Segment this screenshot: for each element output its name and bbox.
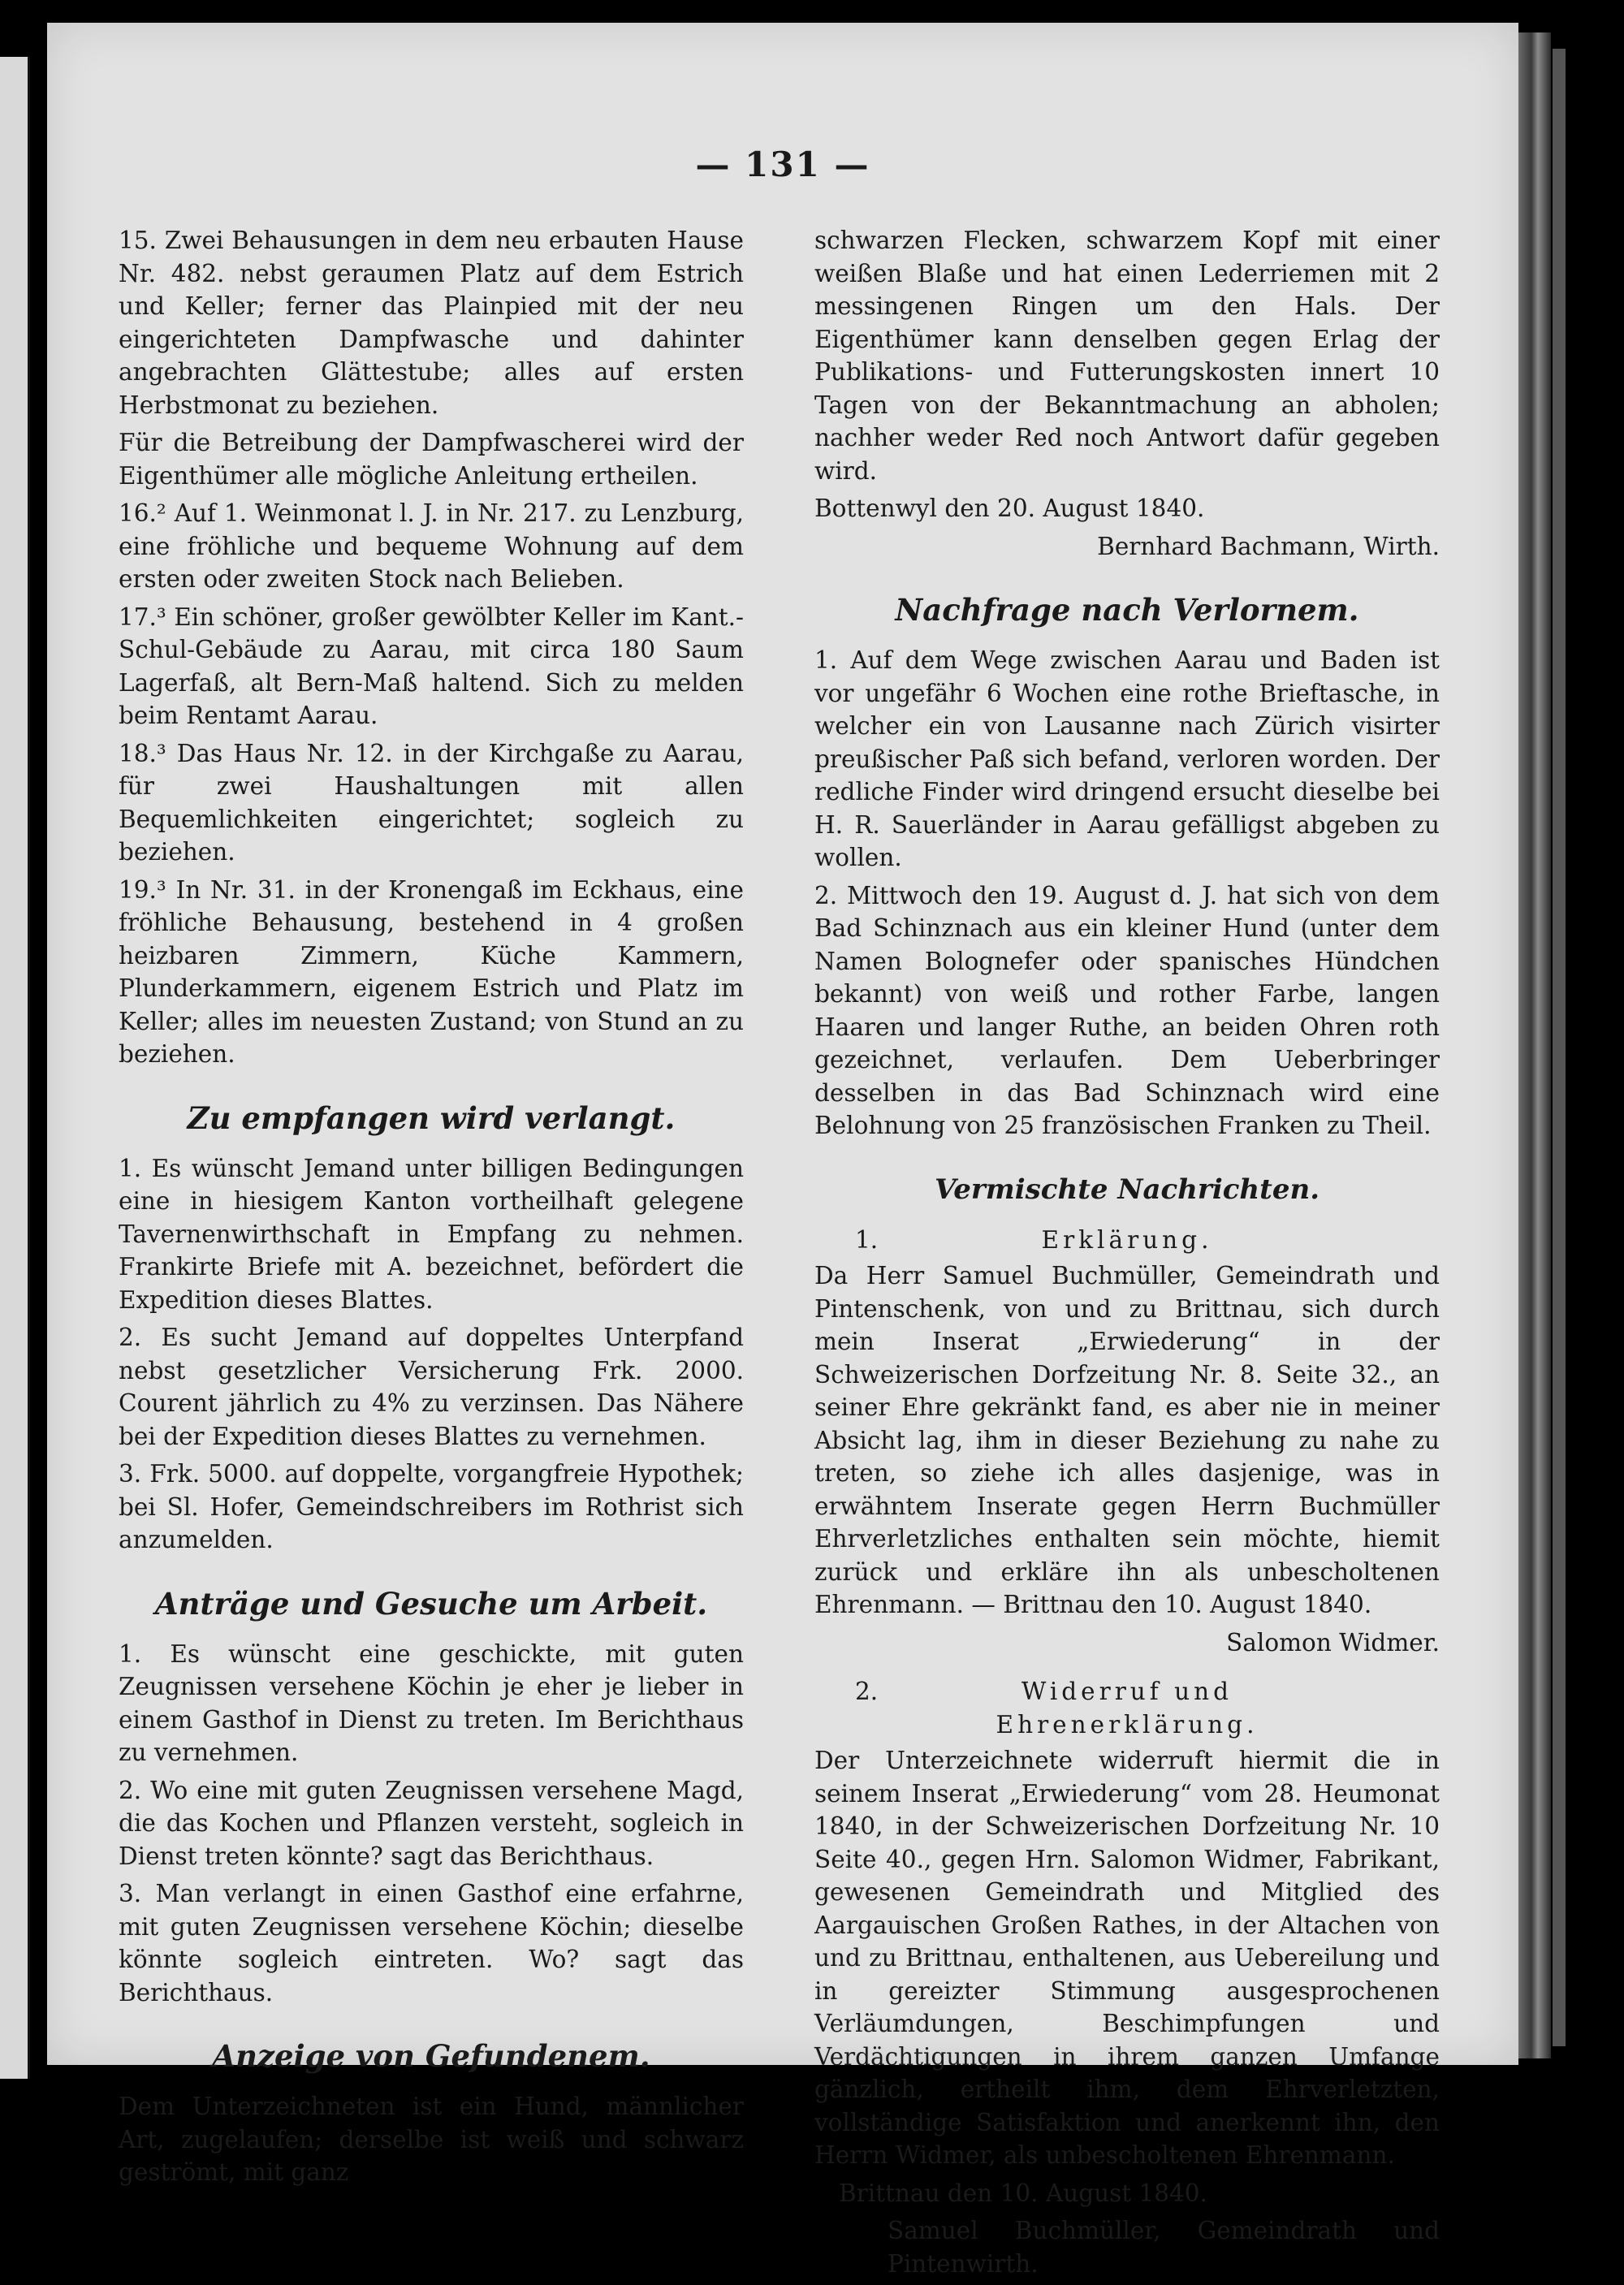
misc2-number: 2.	[855, 1678, 879, 1705]
work-entry-2: 2. Wo eine mit guten Zeugnissen versehene Magd, die das Kochen und Pflanzen versteht, sogleich in Dienst treten könnte? sagt das Berichthaus.	[119, 1776, 744, 1870]
rent-entry-16: 16.² Auf 1. Weinmonat l. J. in Nr. 217. zu Lenzburg, eine fröhliche und bequeme Wohnung auf dem ersten oder zweiten Stock nach Belieben.	[119, 499, 744, 593]
misc1-title: Erklärung.	[1041, 1225, 1213, 1254]
heading-receive: Zu empfangen wird verlangt.	[187, 1099, 676, 1136]
rent-entry-18: 18.³ Das Haus Nr. 12. in der Kirchgaße zu Aarau, für zwei Haushaltungen mit allen Bequemlichkeiten eingerichtet; sogleich zu beziehen.	[119, 739, 744, 866]
misc2-header	[814, 1675, 1440, 1741]
found-text: Dem Unterzeichneten ist ein Hund, männlicher Art, zugelaufen; derselbe ist weiß und schwarz geströmt, mit ganz	[119, 2093, 744, 2186]
misc2-title: Widerruf und Ehrenerklärung.	[996, 1678, 1259, 1739]
left-column	[119, 224, 744, 2194]
page-number: — 131 —	[695, 145, 870, 184]
heading-work: Anträge und Gesuche um Arbeit.	[154, 1585, 708, 1622]
rent-entry-15: 15. Zwei Behausungen in dem neu erbauten Hause Nr. 482. nebst geraumen Platz auf dem Estrich und Keller; ferner das Plainpied mit der neu eingerichteten Dampfwasche und dahinter angebrachten Glättestube; alles auf ersten Herbstmonat zu beziehen.	[119, 227, 744, 419]
receive-entry-3: 3. Frk. 5000. auf doppelte, vorgangfreie Hypothek; bei Sl. Hofer, Gemeindschreibers im Rothrist sich anzumelden.	[119, 1460, 744, 1553]
misc1-text: Da Herr Samuel Buchmüller, Gemeindrath und Pintenschenk, von und zu Brittnau, sich durch mein Inserat „Erwiederung“ in der Schweizerischen Dorfzeitung Nr. 8. Seite 32., an seiner Ehre gekränkt fand, es aber nie in meiner Absicht lag, ihm in dieser Beziehung zu nahe zu treten, so ziehe ich alles dasjenige, was in erwähntem Inserate gegen Herrn Buchmüller Ehrverletzliches enthalten sein möchte, hiemit zurück und erkläre ihn als unbescholtenen Ehrenmann. — Brittnau den 10. August 1840.	[814, 1262, 1440, 1618]
rent-entry-19: 19.³ In Nr. 31. in der Kronengaß im Eckhaus, eine fröhliche Behausung, bestehend in 4 großen heizbaren Zimmern, Küche Kammern, Plunderkammern, eigenem Estrich und Platz im Keller; alles im neuesten Zustand; von Stund an zu beziehen.	[119, 875, 744, 1068]
book-page	[47, 23, 1518, 2278]
heading-found: Anzeige von Gefundenem.	[212, 2038, 650, 2074]
lost-entry-2: 2. Mittwoch den 19. August d. J. hat sich von dem Bad Schinznach aus ein kleiner Hund (unter dem Namen Bolognefer oder spanisches Hündchen bekannt) von weiß und rother Farbe, langen Haaren und langer Ruthe, an beiden Ohren roth gezeichnet, verlaufen. Dem Ueberbringer desselben in das Bad Schinznach wird eine Belohnung von 25 französischen Franken zu Theil.	[814, 881, 1440, 1139]
misc2-place-date: Brittnau den 10. August 1840.	[839, 2179, 1207, 2207]
misc2-text: Der Unterzeichnete widerruft hiermit die in seinem Inserat „Erwiederung“ vom 28. Heumonat 1840, in der Schweizerischen Dorfzeitung Nr. 10 Seite 40., gegen Hrn. Salomon Widmer, Fabrikant, gewesenen Gemeindrath und Mitglied des Aargauischen Großen Rathes, in der Altachen von und zu Brittnau, enthaltenen, aus Uebereilung und in gereizter Stimmung ausgesprochenen Verläumdungen, Beschimpfungen und Verdächtigungen in ihrem ganzen Umfange gänzlich, ertheilt ihm, dem Ehrverletzten, vollständige Satisfaktion und anerkennt ihn, den Herrn Widmer, als unbescholtenen Ehrenmann.	[814, 1747, 1440, 2169]
work-entry-1: 1. Es wünscht eine geschickte, mit guten Zeugnissen versehene Köchin je eher je lieber in einem Gasthof in Dienst zu treten. Im Berichthaus zu vernehmen.	[119, 1639, 744, 1766]
misc1-signature: Salomon Widmer.	[1226, 1628, 1440, 1657]
receive-entry-1: 1. Es wünscht Jemand unter billigen Bedingungen eine in hiesigem Kanton vortheilhaft gelegene Tavernenwirthschaft in Empfang zu nehmen. Frankirte Briefe mit A. bezeichnet, befördert die Expedition dieses Blattes.	[119, 1154, 744, 1314]
rent-entry-17: 17.³ Ein schöner, großer gewölbter Keller im Kant.-Schul-Gebäude zu Aarau, mit circa 180 Saum Lagerfaß, alt Bern-Maß haltend. Sich zu melden beim Rentamt Aarau.	[119, 603, 744, 729]
found-place-date: Bottenwyl den 20. August 1840.	[814, 495, 1205, 522]
book-page-edges	[1518, 32, 1551, 2058]
book-binding-edge	[1553, 49, 1566, 2046]
previous-page-edge	[0, 57, 30, 2079]
misc2-signature: Samuel Buchmüller, Gemeindrath und Pintenwirth.	[888, 2217, 1440, 2278]
heading-lost: Nachfrage nach Verlornem.	[895, 592, 1359, 628]
lost-entry-1: 1. Auf dem Wege zwischen Aarau und Baden ist vor ungefähr 6 Wochen eine rothe Brieftasche, in welcher ein von Lausanne nach Zürich visirter preußischer Paß sich befand, verloren worden. Der redliche Finder wird dringend ersucht dieselbe bei H. R. Sauerländer in Aarau gefälligst abgeben zu wollen.	[814, 646, 1440, 871]
work-entry-3: 3. Man verlangt in einen Gasthof eine erfahrne, mit guten Zeugnissen versehene Köchin; dieselbe könnte sogleich eintreten. Wo? sagt das Berichthaus.	[119, 1880, 744, 2006]
right-column	[814, 224, 1440, 2285]
heading-misc: Vermischte Nachrichten.	[934, 1173, 1320, 1206]
receive-entry-2: 2. Es sucht Jemand auf doppeltes Unterpfand nebst gesetzlicher Versicherung Frk. 2000. Courent jährlich zu 4% zu verzinsen. Das Nähere bei der Expedition dieses Blattes zu vernehmen.	[119, 1324, 744, 1450]
found-text-continued: schwarzen Flecken, schwarzem Kopf mit einer weißen Blaße und hat einen Lederriemen mit 2 messingenen Ringen um den Hals. Der Eigenthümer kann denselben gegen Erlag der Publikations- und Futterungskosten innert 10 Tagen von der Bekanntmachung an abholen; nachher weder Red noch Antwort dafür gegeben wird.	[814, 227, 1440, 485]
misc1-header	[814, 1224, 1440, 1257]
rent-entry-15-note: Für die Betreibung der Dampfwascherei wird der Eigenthümer alle mögliche Anleitung ertheilen.	[119, 429, 744, 490]
misc1-number: 1.	[855, 1225, 879, 1254]
found-signature: Bernhard Bachmann, Wirth.	[1097, 532, 1440, 560]
